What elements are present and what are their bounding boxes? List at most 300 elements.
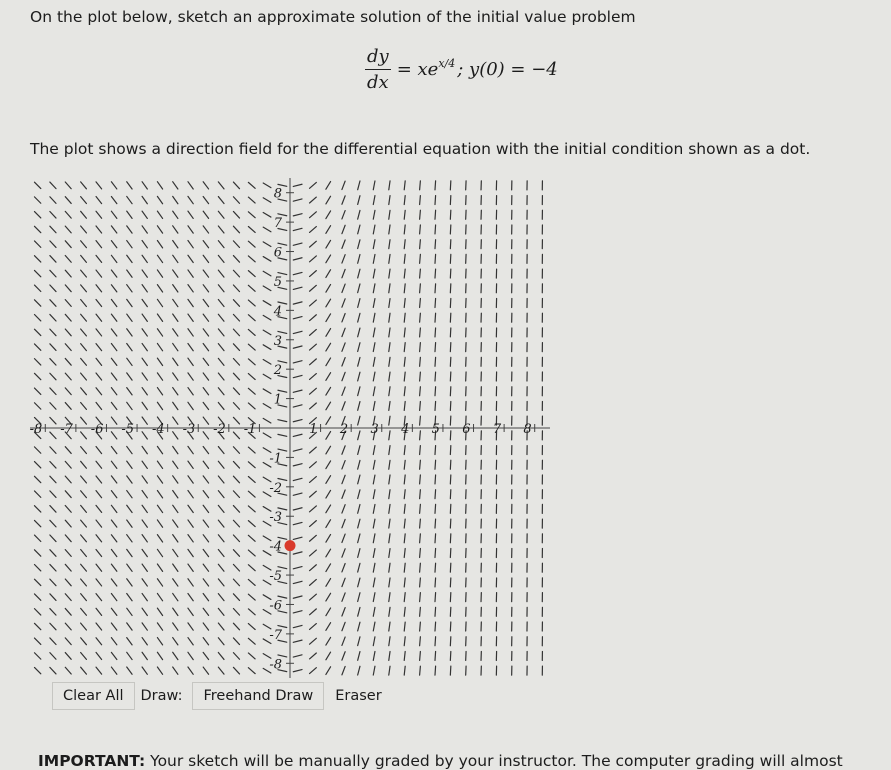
slope-segment (293, 449, 302, 451)
slope-segment (373, 387, 375, 396)
slope-segment (188, 593, 193, 600)
slope-segment (127, 593, 132, 600)
slope-segment (373, 225, 375, 234)
slope-segment (142, 461, 147, 468)
slope-segment (373, 446, 375, 455)
slope-segment (233, 344, 239, 351)
slope-segment (404, 637, 405, 646)
slope-segment (188, 491, 193, 498)
slope-segment (373, 210, 375, 219)
slope-segment (293, 625, 302, 627)
slope-segment (34, 212, 40, 218)
slope-segment (373, 549, 375, 558)
slope-segment (96, 505, 102, 512)
slope-segment (111, 388, 116, 395)
slope-segment (233, 388, 239, 395)
rhs-exponent: x/4 (438, 57, 455, 70)
slope-segment (111, 344, 116, 351)
slope-segment (248, 344, 255, 350)
slope-segment (157, 579, 162, 586)
slope-segment (188, 211, 193, 218)
slope-segment (173, 417, 178, 424)
slope-segment (404, 519, 405, 528)
rhs-base: = xe (397, 59, 439, 80)
slope-segment (34, 344, 40, 350)
slope-segment (142, 535, 147, 542)
slope-segment (342, 225, 345, 233)
slope-segment (358, 446, 360, 455)
slope-segment (404, 490, 405, 499)
slope-segment (326, 329, 331, 337)
slope-segment (157, 226, 162, 233)
x-tick-label: -1 (244, 422, 257, 437)
slope-segment (358, 181, 360, 190)
slope-segment (248, 594, 255, 600)
slope-segment (342, 549, 345, 557)
slope-segment (389, 651, 390, 660)
drawing-toolbar (52, 682, 393, 710)
slope-segment (203, 476, 208, 483)
slope-segment (218, 667, 224, 674)
slope-segment (326, 520, 331, 528)
slope-segment (218, 476, 224, 483)
slope-segment (188, 358, 193, 365)
slope-segment (127, 270, 132, 277)
slope-segment (203, 535, 208, 542)
slope-segment (326, 608, 331, 616)
slope-segment (293, 375, 302, 377)
slope-segment (342, 343, 345, 351)
slope-segment (96, 314, 102, 321)
slope-segment (142, 314, 147, 321)
slope-segment (248, 182, 255, 188)
slope-segment (326, 373, 331, 381)
slope-segment (248, 359, 255, 365)
slope-segment (188, 461, 193, 468)
slope-segment (326, 623, 331, 631)
slope-segment (173, 343, 178, 350)
slope-segment (248, 550, 255, 556)
slope-segment (420, 225, 421, 234)
slope-segment (65, 358, 71, 365)
slope-segment (203, 652, 208, 659)
slope-segment (404, 401, 405, 410)
draw-label: Draw: (135, 688, 193, 704)
slope-segment (173, 182, 178, 189)
slope-segment (173, 358, 178, 365)
slope-segment (142, 270, 147, 277)
slope-segment (111, 226, 116, 233)
slope-segment (65, 667, 71, 674)
slope-segment (358, 666, 360, 675)
slope-segment (157, 270, 162, 277)
slope-segment (342, 564, 345, 572)
slope-segment (127, 623, 132, 630)
slope-segment (34, 653, 40, 659)
slope-segment (188, 343, 193, 350)
slope-segment (420, 460, 421, 469)
slope-segment (326, 637, 331, 645)
slope-segment (404, 651, 405, 660)
slope-segment (203, 549, 208, 556)
important-text: Your sketch will be manually graded by your instructor. The computer grading will almost (145, 752, 843, 770)
slope-segment (127, 255, 132, 262)
prompt-text: On the plot below, sketch an approximate solution of the initial value problem (30, 8, 636, 26)
slope-segment (81, 608, 87, 615)
slope-segment (389, 240, 390, 249)
slope-segment (389, 637, 390, 646)
slope-segment (111, 564, 116, 571)
slope-segment (310, 329, 317, 335)
slope-segment (373, 519, 375, 528)
slope-segment (420, 490, 421, 499)
slope-segment (218, 520, 224, 527)
slope-segment (358, 534, 360, 543)
slope-segment (358, 387, 360, 396)
slope-segment (310, 271, 317, 277)
slope-segment (111, 638, 116, 645)
slope-segment (188, 579, 193, 586)
slope-segment (404, 460, 405, 469)
slope-segment (142, 299, 147, 306)
slope-segment (127, 549, 132, 556)
slope-segment (157, 608, 162, 615)
slope-segment (188, 549, 193, 556)
slope-segment (435, 196, 436, 205)
slope-segment (127, 608, 132, 615)
slope-segment (420, 328, 421, 337)
slope-segment (203, 344, 208, 351)
slope-segment (342, 461, 345, 469)
slope-segment (81, 564, 87, 571)
slope-segment (111, 652, 116, 659)
slope-segment (81, 241, 87, 248)
slope-segment (50, 432, 56, 439)
slope-segment (263, 242, 271, 247)
slope-segment (233, 579, 239, 586)
slope-segment (263, 286, 271, 291)
slope-segment (96, 402, 102, 409)
slope-segment (404, 504, 405, 513)
slope-segment (420, 284, 421, 293)
slope-segment (34, 447, 40, 453)
slope-segment (203, 388, 208, 395)
slope-segment (65, 506, 71, 513)
y-tick-label: -4 (269, 540, 282, 555)
slope-segment (65, 226, 71, 233)
x-tick-label: -2 (213, 422, 226, 437)
slope-segment (81, 447, 87, 454)
slope-segment (248, 388, 255, 394)
slope-segment (50, 476, 56, 483)
slope-segment (293, 199, 302, 201)
slope-segment (420, 563, 421, 572)
slope-segment (389, 519, 390, 528)
slope-segment (342, 593, 345, 601)
slope-segment (358, 402, 360, 411)
slope-segment (218, 300, 224, 307)
slope-segment (127, 241, 132, 248)
slope-segment (435, 534, 436, 543)
slope-segment (326, 343, 331, 351)
slope-segment (111, 491, 116, 498)
slope-segment (326, 652, 331, 660)
slope-segment (203, 402, 208, 409)
slope-segment (157, 535, 162, 542)
slope-segment (218, 255, 224, 262)
slope-segment (420, 504, 421, 513)
slope-segment (127, 476, 132, 483)
slope-segment (233, 535, 239, 542)
slope-segment (248, 506, 255, 512)
slope-segment (218, 505, 224, 512)
slope-segment (34, 403, 40, 409)
slope-segment (111, 270, 116, 277)
slope-segment (420, 446, 421, 455)
slope-segment (248, 403, 255, 409)
slope-segment (233, 461, 239, 468)
slope-segment (142, 388, 147, 395)
slope-segment (188, 667, 193, 674)
slope-segment (263, 227, 271, 232)
slope-segment (310, 315, 317, 321)
slope-segment (358, 549, 360, 558)
slope-segment (233, 314, 239, 321)
slope-segment (157, 505, 162, 512)
slope-segment (420, 622, 421, 631)
slope-segment (263, 271, 271, 276)
slope-segment (34, 550, 40, 556)
slope-segment (157, 446, 162, 453)
slope-segment (310, 256, 317, 262)
slope-segment (278, 434, 287, 436)
slope-segment (111, 241, 116, 248)
fraction-numerator: dy (365, 46, 391, 70)
slope-segment (111, 417, 116, 424)
slope-segment (310, 594, 317, 600)
slope-segment (420, 637, 421, 646)
slope-segment (389, 431, 390, 440)
slope-segment (188, 608, 193, 615)
x-tick-label: 1 (309, 422, 317, 437)
slope-segment (142, 638, 147, 645)
slope-segment (50, 373, 56, 380)
slope-segment (111, 579, 116, 586)
slope-segment (326, 358, 331, 366)
slope-segment (358, 225, 360, 234)
slope-segment (218, 270, 224, 277)
slope-segment (111, 505, 116, 512)
slope-segment (34, 535, 40, 541)
slope-segment (50, 226, 56, 233)
slope-segment (326, 593, 331, 601)
slope-segment (293, 537, 302, 539)
slope-segment (188, 329, 193, 336)
slope-segment (248, 579, 255, 585)
slope-segment (420, 196, 421, 205)
slope-segment (233, 241, 239, 248)
slope-segment (188, 638, 193, 645)
slope-segment (34, 300, 40, 306)
slope-segment (111, 520, 116, 527)
slope-segment (420, 431, 421, 440)
clear-all-button[interactable]: Clear All (52, 682, 135, 710)
slope-segment (81, 358, 87, 365)
slope-segment (111, 476, 116, 483)
initial-condition-dot (285, 540, 296, 551)
slope-segment (278, 420, 287, 422)
slope-segment (203, 638, 208, 645)
slope-segment (248, 315, 255, 321)
slope-segment (65, 476, 71, 483)
slope-segment (157, 549, 162, 556)
slope-segment (248, 226, 255, 232)
slope-segment (263, 360, 271, 365)
slope-segment (373, 313, 375, 322)
slope-segment (142, 432, 147, 439)
slope-segment (326, 196, 331, 204)
slope-segment (263, 433, 271, 438)
slope-segment (173, 535, 178, 542)
eraser-button[interactable]: Eraser (324, 682, 392, 710)
slope-segment (389, 416, 390, 425)
slope-segment (293, 287, 302, 289)
x-tick-label: 6 (462, 422, 470, 437)
slope-segment (342, 637, 345, 645)
slope-segment (420, 666, 421, 675)
slope-segment (373, 181, 375, 190)
slope-segment (111, 182, 116, 189)
slope-segment (293, 317, 302, 319)
slope-segment (358, 357, 360, 366)
slope-segment (203, 241, 208, 248)
slope-segment (435, 666, 436, 675)
slope-segment (218, 535, 224, 542)
slope-segment (157, 652, 162, 659)
slope-segment (389, 563, 390, 572)
slope-segment (233, 491, 239, 498)
slope-segment (173, 608, 178, 615)
slope-segment (435, 460, 436, 469)
slope-segment (310, 344, 317, 350)
slope-segment (142, 491, 147, 498)
slope-segment (65, 388, 71, 395)
slope-segment (96, 299, 102, 306)
slope-segment (233, 211, 239, 218)
slope-segment (389, 328, 390, 337)
slope-segment (188, 182, 193, 189)
direction-field-plot[interactable] (30, 178, 550, 678)
slope-segment (34, 476, 40, 482)
slope-segment (50, 535, 56, 542)
slope-segment (218, 402, 224, 409)
x-tick-label: 2 (339, 422, 348, 437)
slope-segment (293, 258, 302, 260)
slope-segment (404, 284, 405, 293)
slope-segment (65, 300, 71, 307)
slope-segment (157, 402, 162, 409)
slope-segment (263, 330, 271, 335)
slope-segment (81, 388, 87, 395)
slope-segment (173, 432, 178, 439)
slope-segment (34, 270, 40, 276)
slope-segment (420, 475, 421, 484)
slope-segment (157, 314, 162, 321)
slope-segment (435, 210, 436, 219)
slope-segment (173, 593, 178, 600)
y-tick-label: 5 (274, 275, 282, 290)
fraction-denominator: dx (367, 70, 389, 93)
slope-segment (173, 329, 178, 336)
slope-segment (342, 402, 345, 410)
slope-segment (157, 638, 162, 645)
slope-segment (81, 314, 87, 321)
slope-segment (435, 563, 436, 572)
slope-segment (293, 508, 302, 510)
slope-segment (81, 652, 87, 659)
slope-segment (188, 373, 193, 380)
slope-segment (50, 520, 56, 527)
slope-segment (435, 490, 436, 499)
slope-segment (173, 579, 178, 586)
slope-segment (96, 211, 102, 218)
slope-segment (50, 623, 56, 630)
slope-segment (157, 388, 162, 395)
slope-segment (96, 461, 102, 468)
slope-segment (326, 182, 331, 190)
slope-segment (157, 241, 162, 248)
slope-segment (358, 519, 360, 528)
slope-segment (326, 387, 331, 395)
slope-segment (81, 255, 87, 262)
slope-segment (342, 534, 345, 542)
slope-segment (404, 269, 405, 278)
slope-segment (342, 505, 345, 513)
slope-segment (188, 535, 193, 542)
slope-segment (50, 579, 56, 586)
y-tick-label: -3 (269, 510, 282, 525)
slope-segment (373, 402, 375, 411)
slope-segment (326, 417, 331, 425)
y-tick-label: 8 (274, 187, 282, 202)
slope-segment (373, 637, 375, 646)
slope-segment (142, 358, 147, 365)
slope-segment (293, 346, 302, 348)
slope-segment (326, 490, 331, 498)
slope-segment (173, 638, 178, 645)
freehand-draw-button[interactable]: Freehand Draw (192, 682, 324, 710)
slope-segment (389, 578, 390, 587)
slope-segment (373, 328, 375, 337)
y-tick-label: -2 (269, 481, 282, 496)
slope-segment (404, 593, 405, 602)
slope-segment (342, 269, 345, 277)
slope-segment (142, 476, 147, 483)
slope-segment (420, 651, 421, 660)
slope-segment (111, 329, 116, 336)
slope-segment (142, 520, 147, 527)
slope-segment (203, 417, 208, 424)
slope-segment (111, 196, 116, 203)
slope-segment (96, 344, 102, 351)
slope-segment (404, 666, 405, 675)
slope-segment (326, 226, 331, 234)
slope-segment (111, 299, 116, 306)
x-tick-label: -8 (30, 422, 42, 437)
slope-segment (435, 475, 436, 484)
slope-segment (96, 373, 102, 380)
slope-segment (65, 256, 71, 263)
